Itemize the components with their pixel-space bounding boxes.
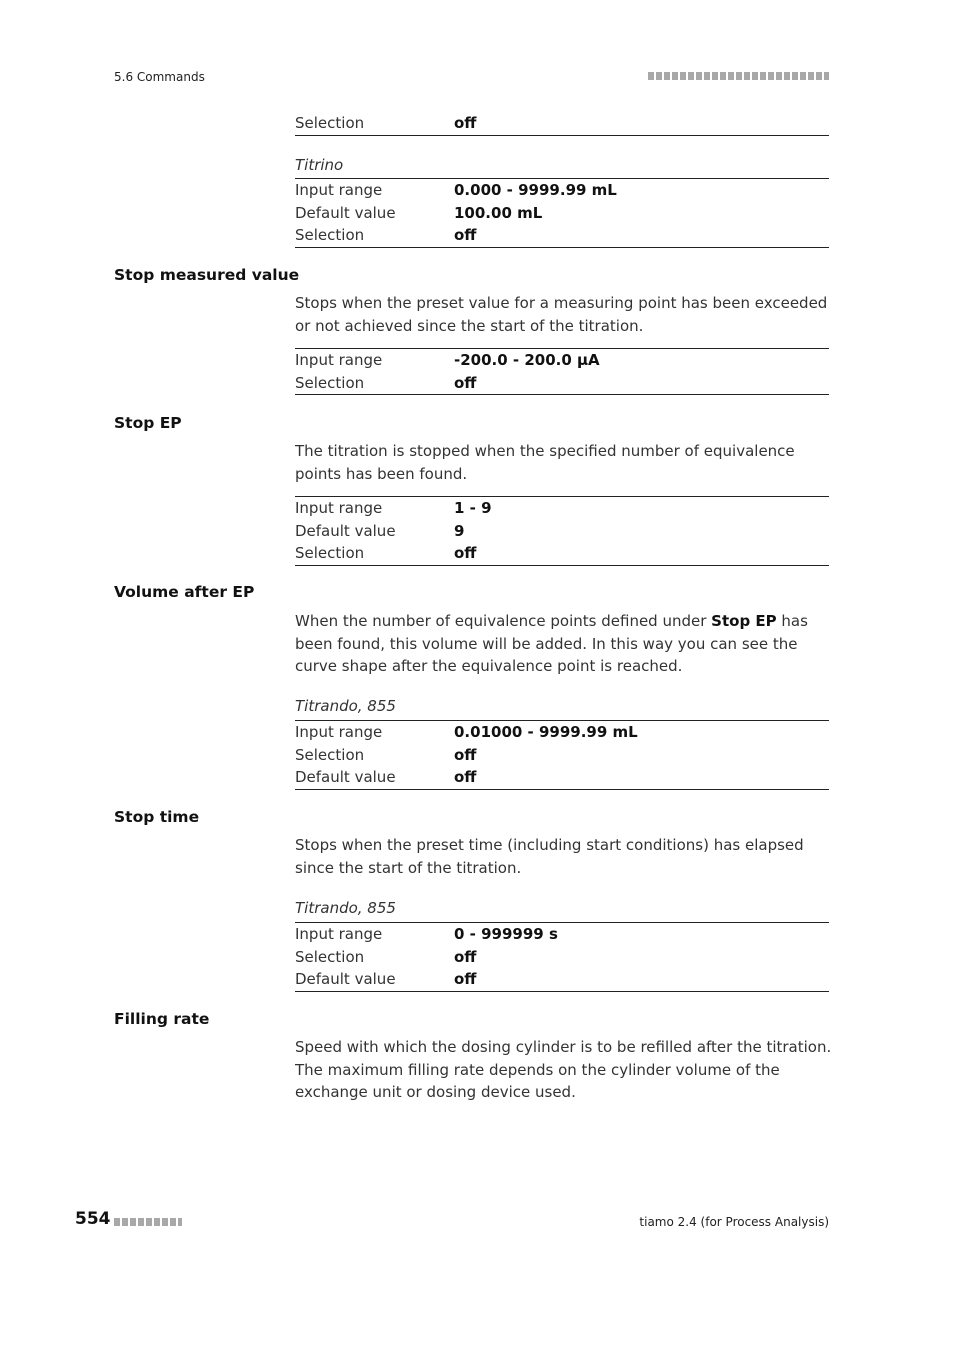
- param-key: Input range: [295, 351, 383, 369]
- param-key: Selection: [295, 226, 365, 244]
- running-header-section: 5.6 Commands: [114, 70, 205, 84]
- param-key: Selection: [295, 947, 365, 966]
- cross-reference-stop-ep: Stop EP: [711, 612, 777, 630]
- param-key: Selection: [295, 373, 365, 392]
- param-key: Selection: [295, 745, 365, 764]
- param-table-titrino: [295, 178, 829, 248]
- param-value: 9: [454, 521, 465, 540]
- param-value: off: [454, 970, 477, 988]
- param-value: 0 - 999999 s: [454, 925, 558, 943]
- table-row: [295, 542, 829, 565]
- param-key: Default value: [295, 768, 396, 786]
- description-text: When the number of equivalence points defined under: [295, 612, 712, 630]
- table-row: [295, 946, 829, 969]
- footer-decoration: [114, 1218, 182, 1226]
- param-value: off: [454, 947, 477, 966]
- heading-filling-rate: Filling rate: [114, 1010, 210, 1028]
- description-stop-measured-value: Stops when the preset value for a measuring point has been exceeded or not achieved since the start of the titration.: [295, 294, 828, 335]
- table-row: [295, 721, 829, 744]
- description-text: has been found, this volume will be added. In this way you can see the curve shape after the equivalence point is reached.: [295, 612, 808, 676]
- param-value: off: [454, 226, 477, 244]
- param-key: Selection: [295, 114, 365, 132]
- table-caption-titrando-855: Titrando, 855: [295, 899, 396, 917]
- param-value: off: [454, 544, 477, 562]
- param-value: off: [454, 768, 477, 786]
- heading-stop-time: Stop time: [114, 808, 200, 826]
- param-value: off: [454, 745, 477, 764]
- param-table-volume-after-ep: [295, 720, 829, 790]
- table-row: [295, 372, 829, 395]
- param-value: 0.000 - 9999.99 mL: [454, 181, 617, 199]
- table-row: [295, 520, 829, 543]
- heading-stop-ep: Stop EP: [114, 414, 182, 432]
- description-volume-after-ep: [295, 610, 835, 678]
- param-table-stop-measured-value: [295, 348, 829, 395]
- param-value: off: [454, 373, 477, 392]
- heading-volume-after-ep: Volume after EP: [114, 583, 255, 601]
- heading-stop-measured-value: Stop measured value: [114, 266, 300, 284]
- table-row: [295, 202, 829, 225]
- param-key: Input range: [295, 925, 383, 943]
- description-filling-rate: Speed with which the dosing cylinder is to be refilled after the titration. The maximum filling rate depends on the cylinder volume of the exchange unit or dosing device used.: [295, 1038, 832, 1102]
- header-decoration: [648, 72, 829, 80]
- page-number: 554: [75, 1209, 111, 1229]
- table-row: [295, 766, 829, 789]
- description-stop-ep: The titration is stopped when the specified number of equivalence points has been found.: [295, 442, 795, 483]
- param-value: off: [454, 114, 477, 132]
- table-row: [295, 179, 829, 202]
- description-stop-time: Stops when the preset time (including start conditions) has elapsed since the start of the titration.: [295, 836, 804, 877]
- table-row: [295, 224, 829, 247]
- table-row: [295, 497, 829, 520]
- param-table-stop-time: [295, 922, 829, 992]
- table-caption-titrino: Titrino: [295, 156, 344, 174]
- param-key: Input range: [295, 723, 383, 741]
- param-key: Default value: [295, 970, 396, 988]
- param-table-top: [295, 112, 829, 136]
- param-key: Default value: [295, 203, 396, 222]
- table-row: [295, 923, 829, 946]
- param-value: 100.00 mL: [454, 203, 543, 222]
- table-row: [295, 349, 829, 372]
- table-row: [295, 744, 829, 767]
- param-value: -200.0 - 200.0 µA: [454, 351, 600, 369]
- table-row: [295, 112, 829, 135]
- param-key: Selection: [295, 544, 365, 562]
- param-value: 1 - 9: [454, 499, 492, 517]
- param-table-stop-ep: [295, 496, 829, 566]
- param-key: Input range: [295, 499, 383, 517]
- table-caption-titrando-855: Titrando, 855: [295, 697, 396, 715]
- param-value: 0.01000 - 9999.99 mL: [454, 723, 638, 741]
- param-key: Input range: [295, 181, 383, 199]
- param-key: Default value: [295, 521, 396, 540]
- running-footer-product: tiamo 2.4 (for Process Analysis): [639, 1215, 829, 1229]
- table-row: [295, 968, 829, 991]
